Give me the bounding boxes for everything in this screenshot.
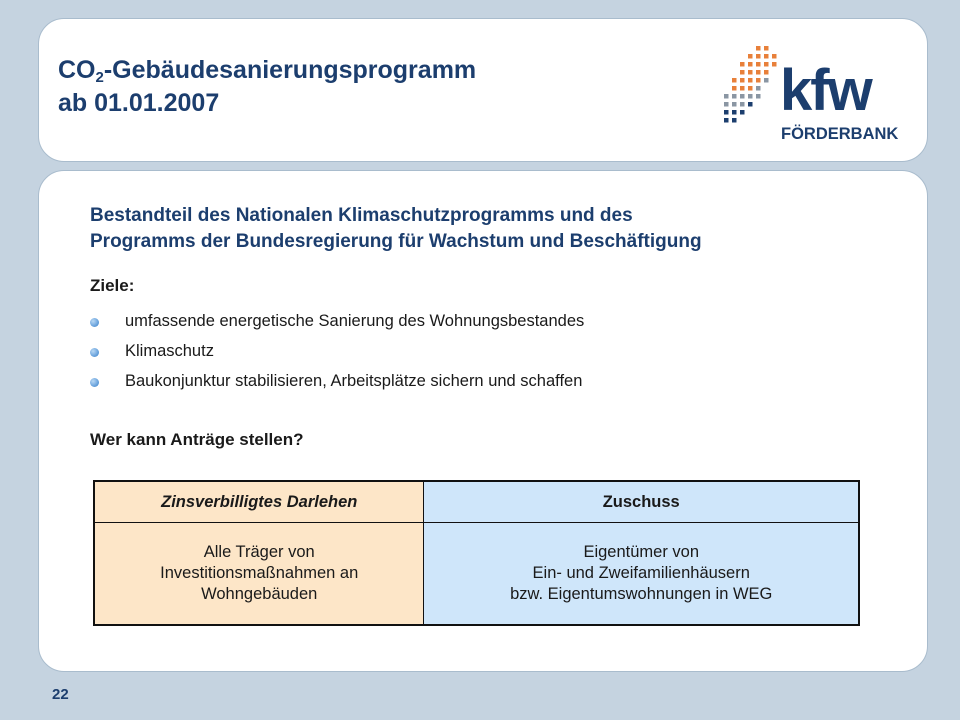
slide-title (58, 54, 476, 120)
logo-dot (748, 78, 753, 83)
logo-dots-icon (724, 46, 777, 123)
logo-dot (764, 46, 769, 51)
cell-loan-applicants (94, 523, 424, 626)
logo-dot (756, 94, 761, 99)
logo-dot (756, 46, 761, 51)
logo-dot (740, 62, 745, 67)
goals-label: Ziele: (90, 276, 135, 295)
cell-line: bzw. Eigentumswohnungen in WEG (510, 585, 773, 603)
logo-dot (724, 110, 729, 115)
logo-dot (748, 62, 753, 67)
logo-dot (740, 94, 745, 99)
logo-dot (740, 102, 745, 107)
list-item (90, 306, 584, 336)
logo-dot (764, 70, 769, 75)
page-number: 22 (52, 686, 69, 703)
logo-dot (756, 54, 761, 59)
logo-dot (772, 62, 777, 67)
subtitle-line-2: Programms der Bundesregierung für Wachstum und Beschäftigung (90, 231, 702, 252)
logo-dot (756, 70, 761, 75)
logo-dot (740, 110, 745, 115)
logo-kfw-text: kfw (780, 58, 871, 123)
logo-dot (764, 62, 769, 67)
logo-dot (748, 86, 753, 91)
bullet-icon (90, 348, 99, 357)
title-co: CO (58, 56, 96, 84)
table-row (94, 523, 859, 626)
goal-text: umfassende energetische Sanierung des Wohnungsbestandes (125, 312, 585, 330)
logo-dot (756, 62, 761, 67)
logo-dot (732, 94, 737, 99)
table-header-row (94, 481, 859, 523)
logo-dot (732, 110, 737, 115)
title-rest: -Gebäudesanierungsprogramm (103, 56, 477, 84)
logo-foerderbank-text: FÖRDERBANK (781, 125, 899, 143)
header-grant: Zuschuss (424, 481, 859, 523)
goal-text: Baukonjunktur stabilisieren, Arbeitsplätze sichern und schaffen (125, 372, 583, 390)
title-subscript: 2 (95, 69, 104, 86)
bullet-icon (90, 378, 99, 387)
logo-dot (772, 54, 777, 59)
logo-dot (740, 78, 745, 83)
logo-dot (724, 118, 729, 123)
logo-dot (756, 78, 761, 83)
logo-dot (732, 118, 737, 123)
cell-grant-applicants (424, 523, 859, 626)
cell-line: Investitionsmaßnahmen an (160, 564, 359, 582)
logo-dot (724, 102, 729, 107)
logo-dot (724, 94, 729, 99)
logo-dot (764, 54, 769, 59)
goal-text: Klimaschutz (125, 342, 214, 360)
logo-dot (740, 70, 745, 75)
list-item (90, 366, 584, 396)
header-loan-text: Zinsverbilligtes Darlehen (161, 492, 358, 511)
logo-dot (732, 102, 737, 107)
logo-dot (748, 70, 753, 75)
comparison-table (93, 480, 860, 626)
logo-dot (756, 86, 761, 91)
logo-dot (764, 78, 769, 83)
title-date: ab 01.01.2007 (58, 89, 220, 117)
logo-dot (748, 102, 753, 107)
subtitle-line-1: Bestandteil des Nationalen Klimaschutzprogramms und des (90, 205, 633, 226)
cell-line: Ein- und Zweifamilienhäusern (532, 564, 750, 582)
program-subtitle (90, 203, 890, 255)
bullet-icon (90, 318, 99, 327)
logo-dot (732, 86, 737, 91)
cell-line: Eigentümer von (583, 543, 700, 561)
header-loan (94, 481, 424, 523)
logo-dot (748, 94, 753, 99)
logo-dot (732, 78, 737, 83)
logo-dot (740, 86, 745, 91)
goals-list (90, 306, 584, 396)
list-item (90, 336, 584, 366)
cell-line: Alle Träger von (203, 543, 315, 561)
kfw-logo (718, 38, 928, 148)
applicants-label: Wer kann Anträge stellen? (90, 430, 304, 449)
cell-line: Wohngebäuden (201, 585, 318, 603)
logo-dot (748, 54, 753, 59)
